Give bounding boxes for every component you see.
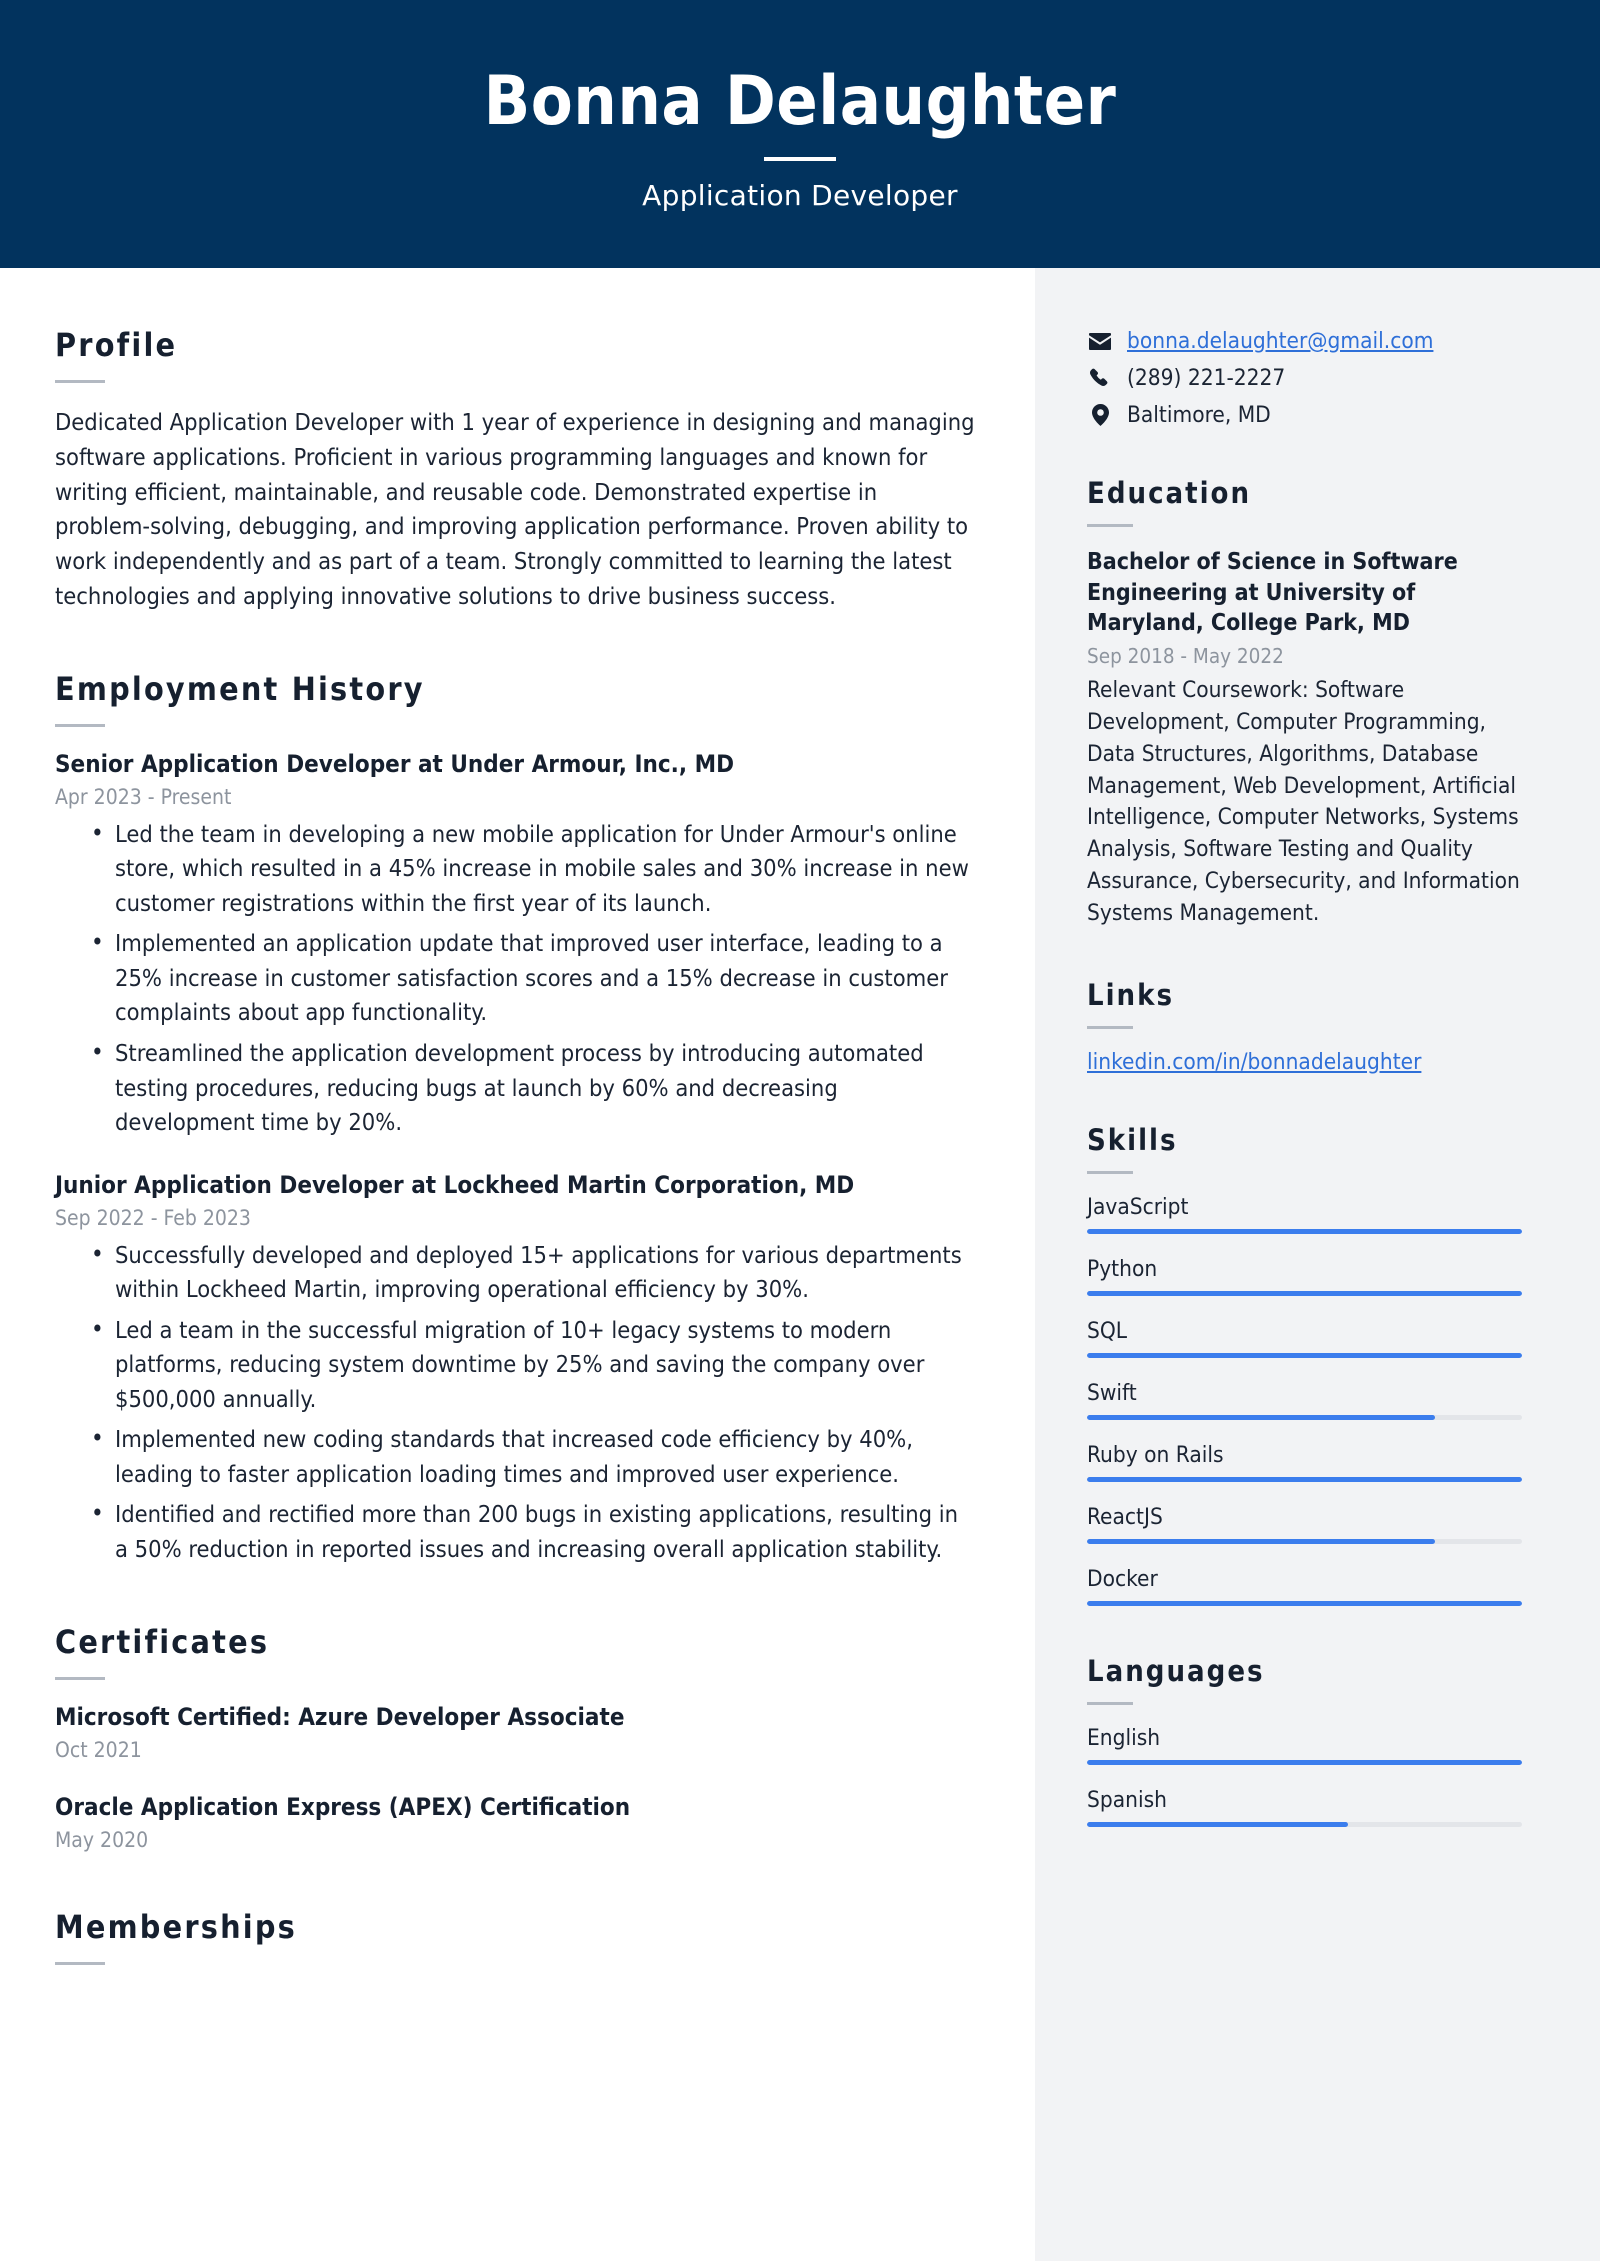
skill-bar-track bbox=[1087, 1291, 1522, 1296]
education-date: Sep 2018 - May 2022 bbox=[1087, 643, 1284, 668]
list-item: • Streamlined the application development process by introducing automated testing procedures, reducing bugs at launch by 60% and decreasing development time by 20%. bbox=[89, 1036, 975, 1140]
email-link[interactable]: bonna.delaughter@gmail.com bbox=[1127, 328, 1434, 354]
resume-header bbox=[0, 0, 1600, 268]
section-employment-history bbox=[55, 670, 975, 1567]
list-item: • Led the team in developing a new mobile application for Under Armour's online store, which resulted in a 45% increase in mobile sales and 30% increase in new customer registrations within the first year of its launch. bbox=[89, 817, 975, 921]
links-heading-rule bbox=[1087, 1026, 1133, 1029]
list-item: • Implemented new coding standards that increased code efficiency by 40%, leading to faster application loading times and improved user experience. bbox=[89, 1422, 975, 1491]
skill-item bbox=[1087, 1380, 1522, 1420]
resume-body bbox=[0, 268, 1600, 2261]
skill-label: Python bbox=[1087, 1256, 1158, 1283]
skill-bar-fill bbox=[1087, 1539, 1435, 1544]
employment-heading: Employment History bbox=[55, 669, 425, 708]
linkedin-link[interactable]: linkedin.com/in/bonnadelaughter bbox=[1087, 1049, 1422, 1076]
certificate-title: Oracle Application Express (APEX) Certification bbox=[55, 1792, 631, 1821]
job-title: Senior Application Developer at Under Armour, Inc., MD bbox=[55, 749, 735, 778]
profile-heading-rule bbox=[55, 380, 105, 383]
language-label: Spanish bbox=[1087, 1787, 1167, 1814]
certificate-date: May 2020 bbox=[55, 1827, 149, 1852]
language-bar-fill bbox=[1087, 1822, 1348, 1827]
contact-row-location bbox=[1087, 402, 1522, 428]
skill-item bbox=[1087, 1566, 1522, 1606]
skill-bar-fill bbox=[1087, 1229, 1522, 1234]
education-degree: Bachelor of Science in Software Engineering at University of Maryland, College Park, MD bbox=[1087, 549, 1458, 637]
skill-bar-fill bbox=[1087, 1291, 1522, 1296]
education-heading-rule bbox=[1087, 524, 1133, 527]
employment-heading-rule bbox=[55, 724, 105, 727]
certificates-heading-rule bbox=[55, 1677, 105, 1680]
sidebar-column bbox=[1035, 268, 1600, 2261]
section-education bbox=[1087, 476, 1522, 930]
section-certificates bbox=[55, 1623, 975, 1852]
languages-heading: Languages bbox=[1087, 1654, 1265, 1689]
education-description: Relevant Coursework: Software Development, Computer Programming, Data Structures, Algorithms, Database Management, Web Development, Artificial Intelligence, Computer Networks, Systems Analysis, Software Testing and Quality Assurance, Cybersecurity, and Information Systems Management. bbox=[1087, 676, 1520, 927]
skill-label: Swift bbox=[1087, 1380, 1137, 1407]
links-heading: Links bbox=[1087, 978, 1175, 1013]
memberships-heading: Memberships bbox=[55, 1907, 297, 1946]
main-column bbox=[0, 268, 1035, 2261]
job-date: Sep 2022 - Feb 2023 bbox=[55, 1205, 251, 1230]
envelope-icon bbox=[1087, 333, 1113, 350]
certificates-heading: Certificates bbox=[55, 1622, 270, 1661]
certificate-entry bbox=[55, 1702, 975, 1762]
language-bar-track bbox=[1087, 1760, 1522, 1765]
header-divider bbox=[764, 157, 836, 161]
skill-bar-track bbox=[1087, 1477, 1522, 1482]
section-links bbox=[1087, 978, 1522, 1075]
contact-row-phone bbox=[1087, 365, 1522, 391]
skill-bar-fill bbox=[1087, 1353, 1522, 1358]
location-pin-icon bbox=[1087, 404, 1113, 426]
language-item bbox=[1087, 1725, 1522, 1765]
certificate-entry bbox=[55, 1792, 975, 1852]
candidate-job-title: Application Developer bbox=[642, 179, 958, 213]
location-text: Baltimore, MD bbox=[1127, 402, 1271, 428]
list-item: • Implemented an application update that improved user interface, leading to a 25% increase in customer satisfaction scores and a 15% decrease in customer complaints about app functionality. bbox=[89, 926, 975, 1030]
skill-label: Docker bbox=[1087, 1566, 1158, 1593]
link-row bbox=[1087, 1049, 1522, 1075]
job-bullets bbox=[55, 1238, 975, 1567]
contact-row-email bbox=[1087, 328, 1522, 354]
skills-heading: Skills bbox=[1087, 1123, 1178, 1158]
section-profile bbox=[55, 326, 975, 614]
skill-item bbox=[1087, 1256, 1522, 1296]
language-item bbox=[1087, 1787, 1522, 1827]
list-item: • Led a team in the successful migration of 10+ legacy systems to modern platforms, reducing system downtime by 25% and saving the company over $500,000 annually. bbox=[89, 1313, 975, 1417]
skill-item bbox=[1087, 1504, 1522, 1544]
section-memberships bbox=[55, 1908, 975, 1965]
job-date: Apr 2023 - Present bbox=[55, 784, 232, 809]
skill-bar-fill bbox=[1087, 1415, 1435, 1420]
skill-label: JavaScript bbox=[1087, 1194, 1189, 1221]
profile-heading: Profile bbox=[55, 326, 178, 364]
certificate-title: Microsoft Certified: Azure Developer Associate bbox=[55, 1702, 625, 1731]
certificate-date: Oct 2021 bbox=[55, 1737, 142, 1762]
skill-item bbox=[1087, 1318, 1522, 1358]
job-bullets bbox=[55, 817, 975, 1140]
language-bar-fill bbox=[1087, 1760, 1522, 1765]
language-label: English bbox=[1087, 1725, 1161, 1752]
list-item: • Successfully developed and deployed 15+ applications for various departments within Lockheed Martin, improving operational efficiency by 30%. bbox=[89, 1238, 975, 1307]
skill-label: Ruby on Rails bbox=[1087, 1442, 1224, 1469]
skill-label: ReactJS bbox=[1087, 1504, 1163, 1531]
contact-details bbox=[1087, 328, 1522, 428]
skill-bar-track bbox=[1087, 1601, 1522, 1606]
skill-item bbox=[1087, 1194, 1522, 1234]
profile-text: Dedicated Application Developer with 1 year of experience in designing and managing software applications. Proficient in various programming languages and known for writing efficient, maintainable, and reusable code. Demonstrated expertise in problem-solving, debugging, and improving application performance. Proven ability to work independently and as part of a team. Strongly committed to learning the latest technologies and applying innovative solutions to drive business success. bbox=[55, 408, 975, 610]
languages-heading-rule bbox=[1087, 1702, 1133, 1705]
section-languages bbox=[1087, 1654, 1522, 1827]
skill-bar-fill bbox=[1087, 1477, 1522, 1482]
skill-bar-fill bbox=[1087, 1601, 1522, 1606]
job-title: Junior Application Developer at Lockheed Martin Corporation, MD bbox=[55, 1170, 855, 1199]
section-skills bbox=[1087, 1123, 1522, 1606]
language-bar-track bbox=[1087, 1822, 1522, 1827]
skill-bar-track bbox=[1087, 1539, 1522, 1544]
education-heading: Education bbox=[1087, 476, 1252, 510]
skill-bar-track bbox=[1087, 1229, 1522, 1234]
skill-item bbox=[1087, 1442, 1522, 1482]
memberships-heading-rule bbox=[55, 1962, 105, 1965]
skills-heading-rule bbox=[1087, 1171, 1133, 1174]
candidate-name: Bonna Delaughter bbox=[483, 61, 1117, 141]
phone-number: (289) 221-2227 bbox=[1127, 365, 1286, 391]
skill-bar-track bbox=[1087, 1415, 1522, 1420]
skill-bar-track bbox=[1087, 1353, 1522, 1358]
employment-entry bbox=[55, 1170, 975, 1567]
list-item: • Identified and rectified more than 200 bugs in existing applications, resulting in a 50% reduction in reported issues and increasing overall application stability. bbox=[89, 1497, 975, 1566]
employment-entry bbox=[55, 749, 975, 1140]
skill-label: SQL bbox=[1087, 1318, 1128, 1345]
phone-icon bbox=[1087, 368, 1113, 389]
